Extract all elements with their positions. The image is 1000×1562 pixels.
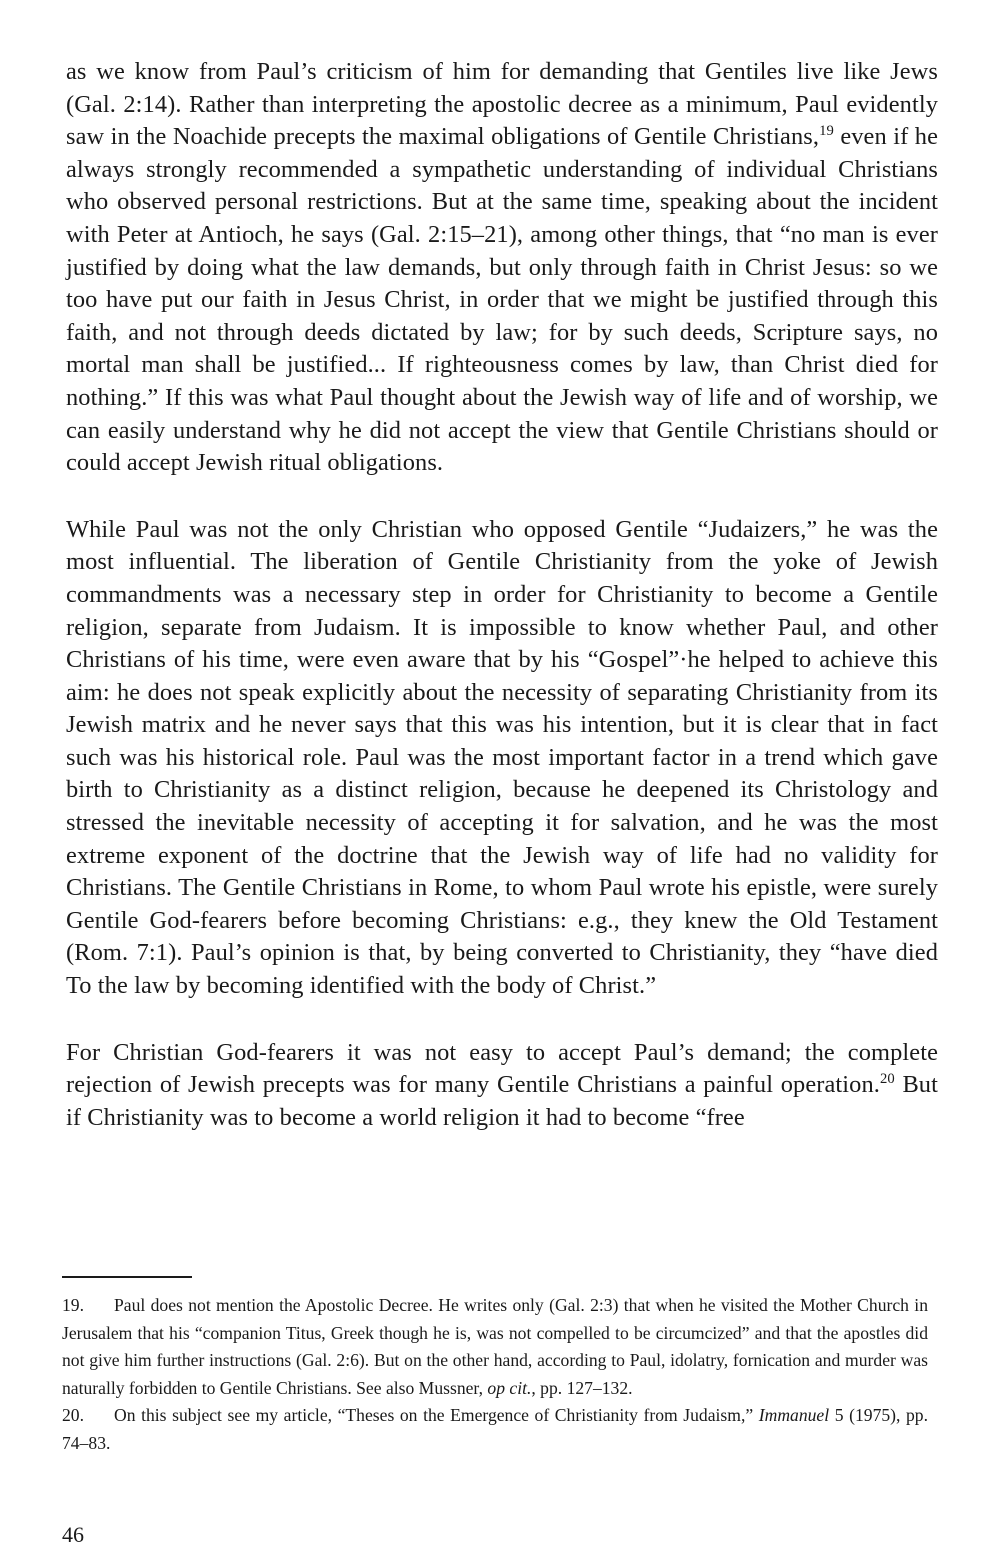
footnote-text-end: 5 (1975), pp. 74–83. (62, 1405, 929, 1453)
page-number: 46 (62, 1522, 84, 1547)
paragraph-1-text-b: even if he always strongly recommended a sympathetic understanding of individual Christians who observed personal restrictions. But at the same time, speaking about the incident with Peter at Antioch, he says (Gal. 2:15–21), among other things, that “no man is ever justified by doing what the law demands, but only through faith in Christ Jesus: so we too have put our faith in Jesus Christ, in order that we might be justified through this faith, and not through deeds dictated by law; for by such deeds, Scripture says, no mortal man shall be justified... If righteousness comes by law, than Christ died for nothing.” If this was what Paul thought about the Jewish way of life and of worship, we can easily understand why he did not accept the view that Gentile Christians should or could accept Jewish ritual obligations. (66, 123, 938, 477)
paragraph-3-text-b: But if Christianity was to become a world religion it had to become “free (66, 1071, 938, 1131)
footnote-number: 19. (62, 1295, 84, 1315)
footnote-text-end: , pp. 127–132. (531, 1377, 633, 1398)
footnote-italic: op cit. (487, 1377, 532, 1398)
footnote-text: On this subject see my article, “Theses on the Emergence of Christianity from Judaism,” (114, 1405, 759, 1426)
footnote-number: 20. (62, 1405, 84, 1426)
paragraph-1 (66, 56, 938, 480)
footnote-ref-19: 19 (819, 123, 834, 140)
footnotes (62, 1292, 928, 1458)
footnote-text: Paul does not mention the Apostolic Decree. He writes only (Gal. 2:3) that when he visited the Mother Church in Jerusalem that his “companion Titus, Greek though he is, was not compelled to be circumcized” and that the apostles did not give him further instructions (Gal. 2:6). But on the other hand, according to Paul, idolatry, fornication and murder was naturally forbidden to Gentile Christians. See also Mussner, (62, 1295, 928, 1398)
page-body (66, 56, 938, 1168)
footnote-italic: Immanuel (758, 1405, 830, 1426)
footnote-19 (62, 1292, 928, 1402)
footnote-ref-20: 20 (879, 1071, 895, 1088)
paragraph-3-text-a: For Christian God-fearers it was not easy to accept Paul’s demand; the complete rejection of Jewish precepts was for many Gentile Christians a painful operation. (66, 1038, 938, 1099)
paragraph-2: While Paul was not the only Christian who opposed Gentile “Judaizers,” he was the most influential. The liberation of Gentile Christianity from the yoke of Jewish commandments was a necessary step in order for Christianity to become a Gentile religion, separate from Judaism. It is impossible to know whether Paul, and other Christians of his time, were even aware that by his “Gospel”·he helped to achieve this aim: he does not speak explicitly about the necessity of separating Christianity from its Jewish matrix and he never says that this was his intention, but it is clear that in fact such was his historical role. Paul was the most important factor in a trend which gave birth to Christianity as a distinct religion, because he deepened its Christology and stressed the inevitable necessity of accepting it for salvation, and he was the most extreme exponent of the doctrine that the Jewish way of life had no validity for Christians. The Gentile Christians in Rome, to whom Paul wrote his epistle, were surely Gentile God-fearers before becoming Christians: e.g., they knew the Old Testament (Rom. 7:1). Paul’s opinion is that, by being converted to Christianity, they “have died To the law by becoming identified with the body of Christ.” (66, 515, 938, 1000)
footnote-20 (62, 1402, 928, 1457)
paragraph-3 (66, 1037, 938, 1135)
paragraph-1-text-a: as we know from Paul’s criticism of him for demanding that Gentiles live like Jews (Gal. 2:14). Rather than interpreting the apostolic decree as a minimum, Paul evidently saw in the Noachide precepts the maximal obligations of Gentile Christians, (66, 58, 938, 151)
footnote-divider (62, 1276, 192, 1278)
